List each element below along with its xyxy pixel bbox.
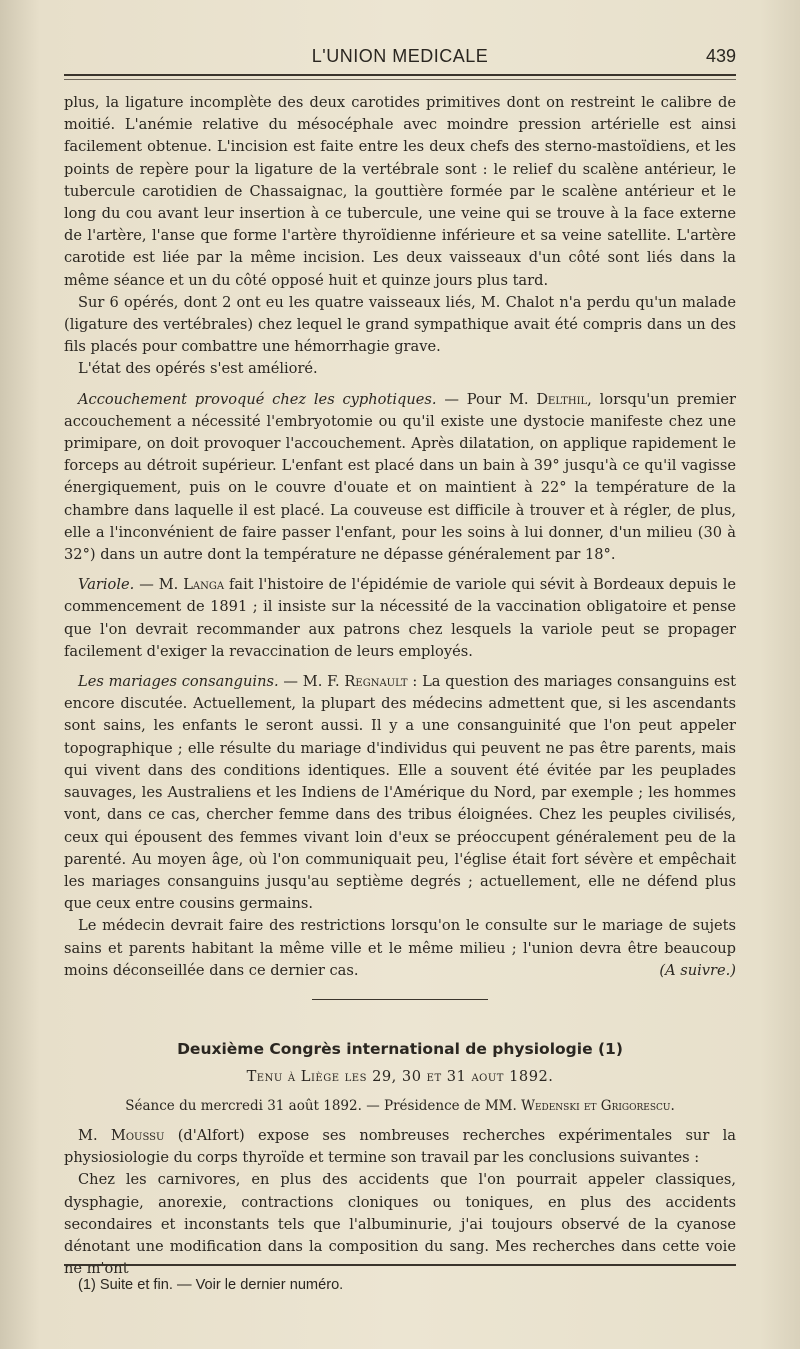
journal-title: L'UNION MEDICALE	[311, 46, 489, 66]
section-title: Accouchement provoqué chez les cyphotiques.	[78, 390, 437, 408]
paragraph	[64, 1125, 736, 1169]
paragraph: plus, la ligature incomplète des deux carotides primitives dont on restreint le calibre de moitié. L'anémie relative du mésocéphale avec moindre pression artérielle est ainsi facilement obtenue. L'incision est faite entre les deux chefs des sterno-mastoïdiens, et les points de repère pour la ligature de la vertébrale sont : le relief du scalène antérieur, le tubercule carotidien de Chassaignac, la gouttière formée par le scalène antérieur et le long du cou avant leur insertion à ce tubercule, une veine qui se trouve à la face externe de l'artère, l'anse que forme l'artère thyroïdienne inférieure et sa veine satellite. L'artère carotide est liée par la même incision. Les deux vaisseaux d'un côté sont liés dans la même séance et un du côté opposé huit et quinze jours plus tard.	[64, 94, 736, 289]
paragraph: Sur 6 opérés, dont 2 ont eu les quatre vaisseaux liés, M. Chalot n'a perdu qu'un malade (ligature des vertébrales) chez lequel le grand sympathique avait été compris dans un des fils placés pour combattre une hémorrhagie grave.	[64, 293, 736, 356]
paragraph: L'état des opérés s'est amélioré.	[78, 360, 318, 378]
congress-title: Deuxième Congrès international de physiologie (1)	[177, 1040, 623, 1058]
section-accouchement	[64, 389, 736, 567]
session-text: Séance du mercredi 31 août 1892. — Présidence de MM.	[125, 1098, 522, 1114]
paragraph-text: (d'Alfort) expose ses nombreuses recherches expérimentales sur la physiosiologie du corps thyroïde et termine son travail par les conclusions suivantes :	[64, 1127, 736, 1167]
author-name: Langa	[183, 576, 225, 594]
author-name: Moussu	[110, 1127, 165, 1144]
article-body	[64, 92, 736, 982]
section-text: fait l'histoire de l'épidémie de variole qui sévit à Bordeaux depuis le commencement de 1891 ; il insiste sur la nécessité de la vaccination obligatoire et pense que l'on devrait recommander aux patrons chez lesquels la variole peut se propager facilement d'exiger la revaccination de leurs employés.	[64, 576, 736, 660]
paragraph-text: Le médecin devrait faire des restrictions lorsqu'on le consulte sur le mariage de sujets sains et parents habitant la même ville et le même milieu ; l'union devra être beaucoup moins déconseillée dans ce dernier cas.	[64, 917, 736, 979]
prefix: M.	[78, 1127, 111, 1144]
page-number: 439	[705, 46, 736, 66]
section-text: : La question des mariages consanguins est encore discutée. Actuellement, la plupart des médecins admettent que, si les ascendants sont sains, les enfants le seront aussi. Il y a une consanguinité que l'on peut appeler topographique ; elle résulte du mariage d'individus qui peuvent ne pas être parents, mais qui vivent dans des conditions identiques. Elle a souvent été évitée par les peuplades sauvages, les Australiens et les Indiens de l'Amérique du Nord, par exemple ; les hommes vont, dans ce cas, chercher femme dans des tribus éloignées. Chez les peuples civilisés, ceux qui épousent des femmes vivant loin d'eux se préoccupent généralement peu de la parenté. Au moyen âge, où l'on communiquait peu, l'église était fort sévère et empêchait les mariages consanguins jusqu'au septième degrés ; actuellement, elle ne défend plus que ceux entre cousins germains.	[64, 673, 736, 913]
section-text: , lorsqu'un premier accouchement a nécessité l'embryotomie ou qu'il existe une dystocie manifeste chez une primipare, on doit provoquer l'accouchement. Après dilatation, on applique rapidement le forceps au détroit supérieur. L'enfant est placé dans un bain à 39° jusqu'à ce qu'il vagisse énergiquement, puis on le couvre d'ouate et on maintient à 22° la température de la chambre dans laquelle il est placé. La couveuse est difficile à trouver et à régler, de plus, elle a l'inconvénient de faire passer l'enfant, pour les soins à lui donner, d'un milieu (30 à 32°) dans un autre dont la température ne dépasse généralement par 18°.	[64, 390, 736, 564]
running-header	[64, 44, 736, 74]
header-rule	[64, 74, 736, 76]
congress-location-date: Tenu à Liège les 29, 30 et 31 aout 1892.	[246, 1068, 554, 1085]
dash: — M. F.	[278, 673, 345, 691]
footnote-rule	[64, 1264, 736, 1266]
section-mariages	[64, 671, 736, 915]
footnote: (1) Suite et fin. — Voir le dernier numéro.	[78, 1277, 344, 1293]
paragraph: Chez les carnivores, en plus des accidents que l'on pourrait appeler classiques, dysphagie, anorexie, contractions cloniques ou toniques, en plus des accidents secondaires et inconstants tels que l'albuminurie, j'ai toujours observé de la cyanose dénotant une modification dans la composition du sang. Mes recherches dans cette voie ne m'ont	[64, 1171, 736, 1278]
section-title: Variole.	[78, 576, 135, 594]
congress-body	[64, 1125, 736, 1280]
paragraph	[64, 915, 736, 982]
section-divider	[312, 999, 488, 1000]
section-title: Les mariages consanguins.	[78, 673, 279, 691]
header-rule-thin	[64, 79, 736, 80]
presidents: Wedenski et Grigorescu.	[521, 1098, 675, 1114]
author-name: Regnault	[344, 673, 408, 691]
session-line	[64, 1098, 736, 1114]
author-name: Delthil	[536, 390, 588, 408]
dash: — M.	[134, 576, 184, 594]
a-suivre: (A suivre.)	[659, 961, 736, 979]
dash: — Pour M.	[436, 390, 537, 408]
section-variole	[64, 574, 736, 663]
